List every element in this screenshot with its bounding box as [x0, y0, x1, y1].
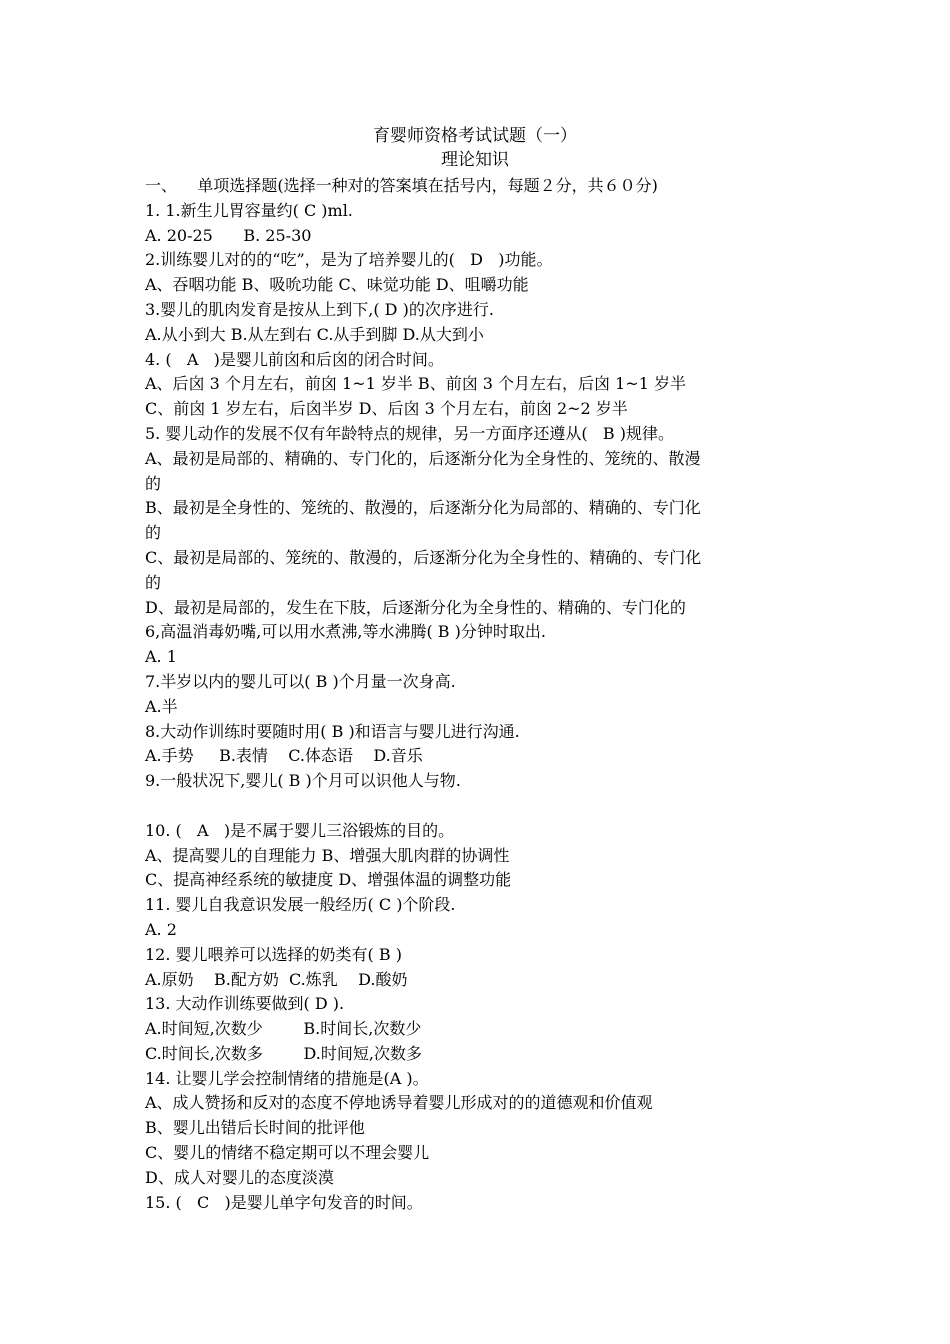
text-line: A、后囟 3 个月左右，前囟 1~1 岁半 B、前囟 3 个月左右，后囟 1~1 岁半	[145, 374, 686, 394]
text-line: D、成人对婴儿的态度淡漠	[145, 1167, 334, 1187]
section-heading: 一、 单项选择题(选择一种对的答案填在括号内，每题２分，共６０分)	[145, 176, 658, 195]
text-line: 12. 婴儿喂养可以选择的奶类有( B )	[145, 944, 402, 964]
text-line: 15. ( C )是婴儿单字句发音的时间。	[145, 1192, 423, 1212]
text-line: 的	[145, 523, 162, 543]
text-line: 2.训练婴儿对的的“吃”，是为了培养婴儿的( D )功能。	[145, 250, 553, 270]
text-line: A.时间短,次数少 B.时间长,次数少	[145, 1019, 422, 1039]
text-line: C.时间长,次数多 D.时间短,次数多	[145, 1043, 422, 1063]
text-line: A、吞咽功能 B、吸吮功能 C、味觉功能 D、咀嚼功能	[145, 275, 529, 295]
text-line: C、前囟 1 岁左右，后囟半岁 D、后囟 3 个月左右，前囟 2~2 岁半	[145, 399, 628, 419]
text-line: 1. 1.新生儿胃容量约( C )ml.	[145, 200, 353, 220]
text-line: A. 2	[145, 919, 177, 939]
text-line: 3.婴儿的肌肉发育是按从上到下,( D )的次序进行.	[145, 299, 494, 319]
document-subtitle: 理论知识	[441, 150, 509, 170]
text-line: 11. 婴儿自我意识发展一般经历( C )个阶段.	[145, 895, 456, 915]
text-line: A、最初是局部的、精确的、专门化的，后逐渐分化为全身性的、笼统的、散漫	[145, 448, 701, 468]
text-line: 9.一般状况下,婴儿( B )个月可以识他人与物.	[145, 771, 461, 791]
text-line: A. 1	[145, 647, 177, 667]
text-line: A.半	[145, 696, 178, 716]
text-line: C、最初是局部的、笼统的、散漫的，后逐渐分化为全身性的、精确的、专门化	[145, 547, 702, 567]
text-line: 10. ( A )是不属于婴儿三浴锻炼的目的。	[145, 820, 455, 840]
text-line: A. 20-25 B. 25-30	[145, 225, 312, 245]
text-line: C、婴儿的情绪不稳定期可以不理会婴儿	[145, 1143, 430, 1163]
text-line: 8.大动作训练时要随时用( B )和语言与婴儿进行沟通.	[145, 721, 520, 741]
text-line: A、提高婴儿的自理能力 B、增强大肌肉群的协调性	[145, 845, 510, 865]
text-line: 的	[145, 572, 162, 592]
text-line: 的	[145, 473, 162, 493]
text-line: 4. ( A )是婴儿前囟和后囟的闭合时间。	[145, 349, 444, 369]
text-line: D、最初是局部的，发生在下肢，后逐渐分化为全身性的、精确的、专门化的	[145, 597, 686, 617]
text-line: 7.半岁以内的婴儿可以( B )个月量一次身高.	[145, 671, 456, 691]
document-header	[0, 124, 950, 172]
text-line: A.手势 B.表情 C.体态语 D.音乐	[145, 746, 423, 766]
text-line: 6,高温消毒奶嘴,可以用水煮沸,等水沸腾( B )分钟时取出.	[145, 622, 546, 642]
text-line: B、婴儿出错后长时间的批评他	[145, 1118, 365, 1138]
text-line: A.从小到大 B.从左到右 C.从手到脚 D.从大到小	[145, 324, 484, 344]
document-title: 育婴师资格考试试题（一）	[373, 126, 577, 146]
text-line: 5. 婴儿动作的发展不仅有年龄特点的规律，另一方面序还遵从( B )规律。	[145, 423, 674, 443]
text-line: A、成人赞扬和反对的态度不停地诱导着婴儿形成对的的道德观和价值观	[145, 1093, 653, 1113]
text-line: C、提高神经系统的敏捷度 D、增强体温的调整功能	[145, 870, 512, 890]
blank-line	[145, 794, 810, 819]
text-line: A.原奶 B.配方奶 C.炼乳 D.酸奶	[145, 969, 408, 989]
document-body	[145, 174, 810, 1215]
text-line: B、最初是全身性的、笼统的、散漫的，后逐渐分化为局部的、精确的、专门化	[145, 498, 701, 518]
text-line: 14. 让婴儿学会控制情绪的措施是(A )。	[145, 1068, 429, 1088]
text-line: 13. 大动作训练要做到( D ).	[145, 994, 345, 1014]
